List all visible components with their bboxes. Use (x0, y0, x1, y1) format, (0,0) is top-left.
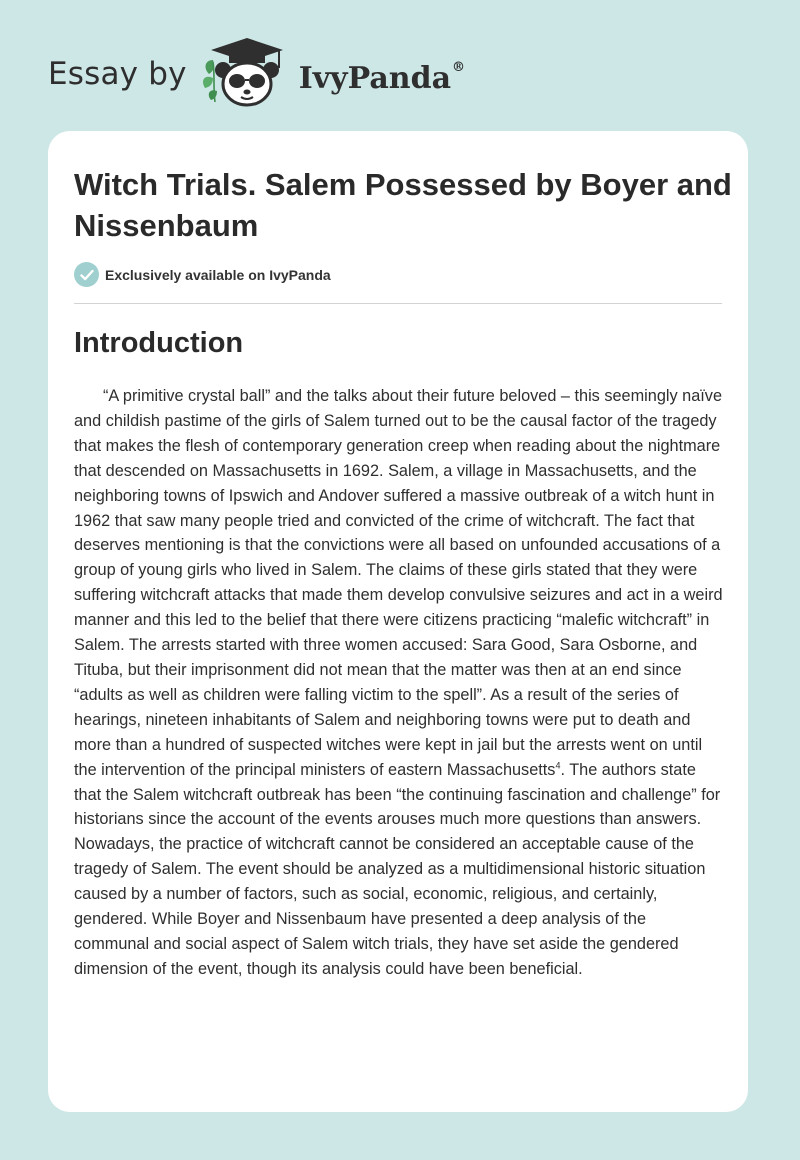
badge-label: Exclusively available on IvyPanda (105, 266, 331, 283)
panda-graduate-icon[interactable] (201, 34, 293, 108)
footnote-ref[interactable]: 4 (555, 760, 561, 771)
essay-by-label: Essay by (48, 56, 187, 92)
body-paragraph (74, 384, 724, 982)
paragraph-text-part2: . The authors state that the Salem witchcraft outbreak has been “the continuing fascination and challenge” for historians since the account of the events arouses much more questions than answers. Nowadays, the practice of witchcraft cannot be considered an acceptable cause of the tragedy of Salem. The event should be analyzed as a multidimensional historic situation caused by a number of factors, such as social, economic, religious, and certainly, gendered. While Boyer and Nissenbaum have presented a deep analysis of the communal and social aspect of Salem witch trials, they have set aside the gendered dimension of the event, though its analysis could have been beneficial. (74, 760, 721, 978)
registered-mark: ® (452, 59, 466, 75)
check-circle-icon (74, 262, 99, 287)
brand-name[interactable] (299, 61, 465, 96)
exclusive-badge (74, 262, 331, 287)
brand-text: IvyPanda (298, 60, 452, 96)
essay-card (48, 131, 748, 1112)
site-header (48, 34, 465, 114)
section-heading: Introduction (74, 327, 244, 359)
page-title: Witch Trials. Salem Possessed by Boyer and Nissenbaum (74, 167, 732, 243)
divider (74, 303, 722, 304)
paragraph-text-part1: “A primitive crystal ball” and the talks about their future beloved – this seemingly naïve and childish pastime of the girls of Salem turned out to be the causal factor of the tragedy that makes the flesh of contemporary generation creep when reading about the nightmare that descended on Massachusetts in 1692. Salem, a village in Massachusetts, and the neighboring towns of Ipswich and Andover suffered a massive outbreak of a witch hunt in 1962 that saw many people tried and convicted of the crime of witchcraft. The fact that deserves mentioning is that the convictions were all based on unfounded accusations of a group of young girls who lived in Salem. The claims of these girls stated that they were suffering witchcraft attacks that made them develop convulsive seizures and act in a weird manner and this led to the belief that there were citizens practicing “malefic witchcraft” in Salem. The arrests started with three women accused: Sara Good, Sara Osborne, and Tituba, but their imprisonment did not mean that the matter was then at an end since “adults as well as children were falling victim to the spell”. As a result of the series of hearings, nineteen inhabitants of Salem and neighboring towns were put to death and more than a hundred of suspected witches were kept in jail but the arrests went on until the intervention of the principal ministers of eastern Massachusetts (74, 387, 723, 779)
